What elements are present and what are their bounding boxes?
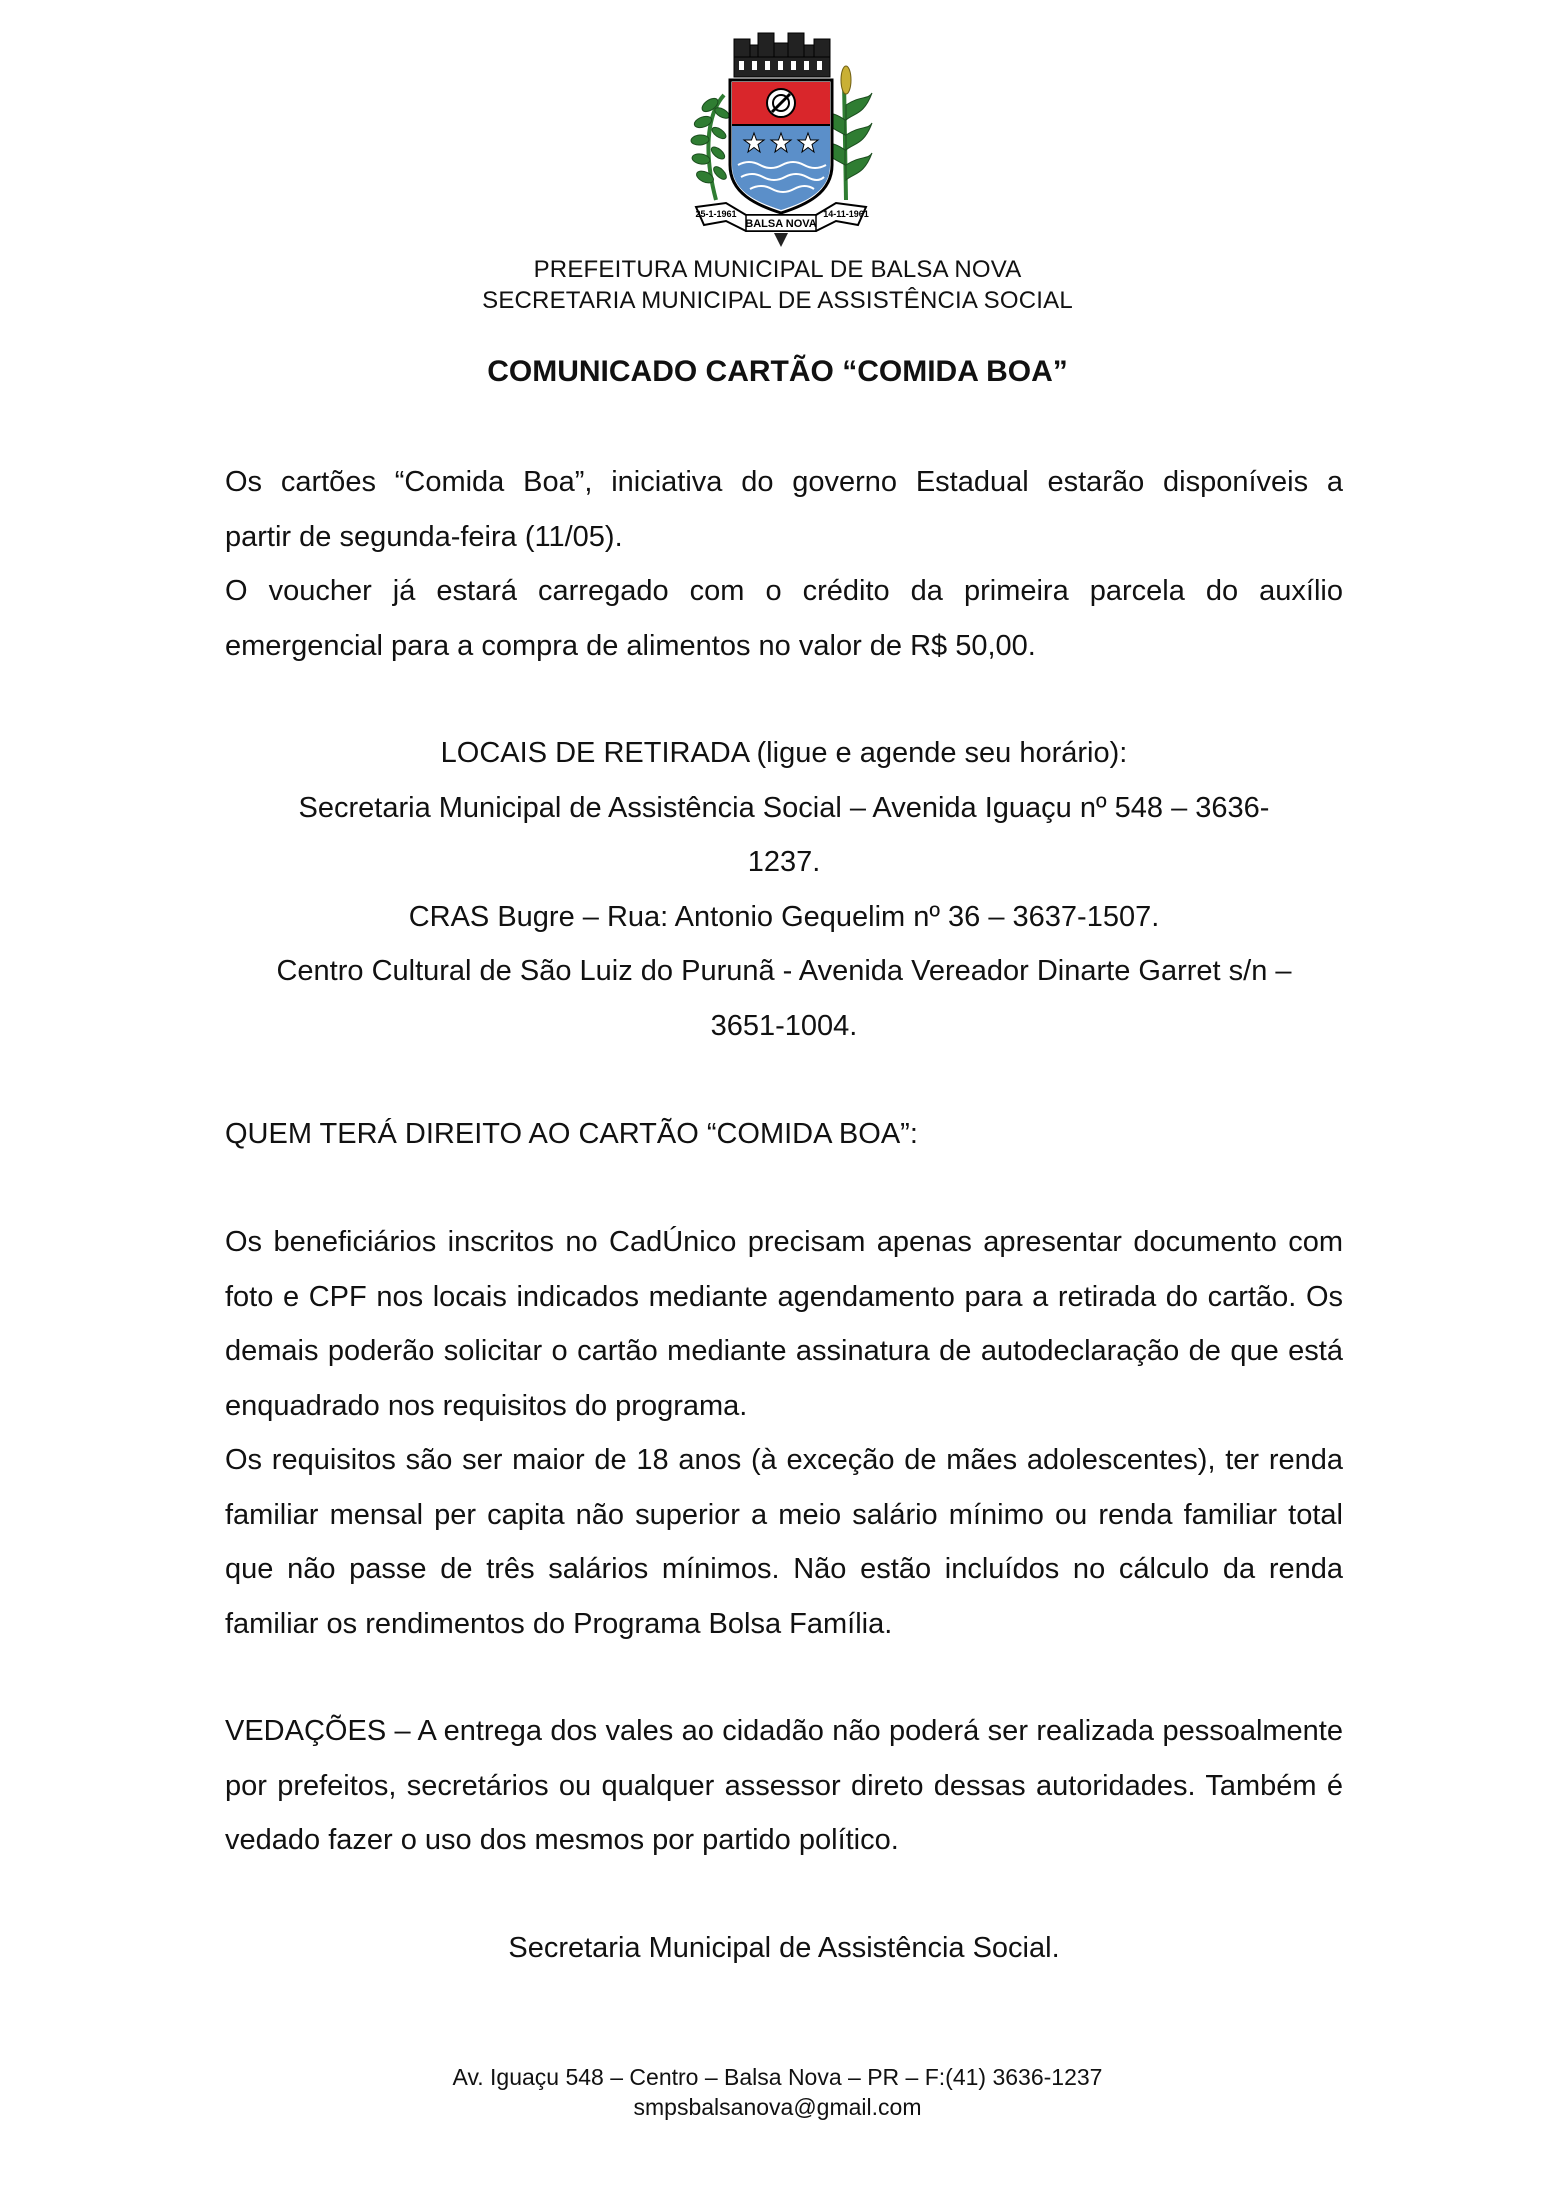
intro-line-4: emergencial para a compra de alimentos no valor de R$ 50,00. — [225, 629, 1036, 662]
eligibility-heading: QUEM TERÁ DIREITO AO CARTÃO “COMIDA BOA”: — [225, 1118, 918, 1150]
locations-heading: LOCAIS DE RETIRADA (ligue e agende seu horário): — [440, 737, 1128, 769]
footer-email: smpsbalsanova@gmail.com — [633, 2094, 922, 2120]
location-line-3: CRAS Bugre – Rua: Antonio Gequelim nº 36 – 3637-1507. — [408, 900, 1160, 933]
intro-line-1: Os cartões “Comida Boa”, iniciativa do governo Estadual estarão disponíveis a — [225, 466, 1343, 498]
location-line-1: Secretaria Municipal de Assistência Social – Avenida Iguaçu nº 548 – 3636- — [298, 791, 1270, 824]
locations-section — [225, 726, 1343, 1053]
restrictions-section — [225, 1704, 1343, 1868]
crest-ribbon-center-text: BALSA NOVA — [745, 218, 817, 230]
location-line-2: 1237. — [747, 846, 821, 878]
eligibility-section — [225, 1215, 1343, 1651]
header-city-hall: PREFEITURA MUNICIPAL DE BALSA NOVA — [533, 256, 1022, 283]
crest-ribbon-left-text: 25-1-1961 — [695, 209, 737, 219]
page-title: COMUNICADO CARTÃO “COMIDA BOA” — [487, 355, 1068, 388]
restrictions-paragraph: VEDAÇÕES – A entrega dos vales ao cidadão não poderá ser realizada pessoalmente por prefeitos, secretários ou qualquer assessor direto dessas autoridades. Também é vedado fazer o uso dos mesmos por partido político. — [225, 1715, 1343, 1856]
location-line-5: 3651-1004. — [710, 1009, 858, 1042]
eligibility-paragraph-1: Os beneficiários inscritos no CadÚnico precisam apenas apresentar documento com foto e CPF nos locais indicados mediante agendamento para a retirada do cartão. Os demais poderão solicitar o cartão mediante assinatura de autodeclaração de que está enquadrado nos requisitos do programa. — [225, 1226, 1343, 1422]
eligibility-paragraph-2: Os requisitos são ser maior de 18 anos (à exceção de mães adolescentes), ter renda familiar mensal per capita não superior a meio salário mínimo ou renda familiar total que não passe de três salários mínimos. Não estão incluídos no cálculo da renda familiar os rendimentos do Programa Bolsa Família. — [225, 1444, 1343, 1640]
crest-ribbon-right-text: 14-11-1961 — [823, 209, 869, 219]
location-line-4: Centro Cultural de São Luiz do Purunã - Avenida Vereador Dinarte Garret s/n – — [276, 955, 1292, 987]
signature-block — [225, 1921, 1343, 1976]
footer-address: Av. Iguaçu 548 – Centro – Balsa Nova – PR – F:(41) 3636-1237 — [452, 2064, 1103, 2090]
signature: Secretaria Municipal de Assistência Social. — [508, 1932, 1060, 1964]
header-secretariat: SECRETARIA MUNICIPAL DE ASSISTÊNCIA SOCIAL — [482, 287, 1073, 314]
intro-line-3: O voucher já estará carregado com o crédito da primeira parcela do auxílio — [225, 575, 1343, 607]
intro-section — [225, 455, 1343, 673]
intro-line-2: partir de segunda-feira (11/05). — [225, 520, 623, 553]
eligibility-heading-block — [225, 1107, 1343, 1162]
municipal-crest-icon — [686, 25, 876, 250]
